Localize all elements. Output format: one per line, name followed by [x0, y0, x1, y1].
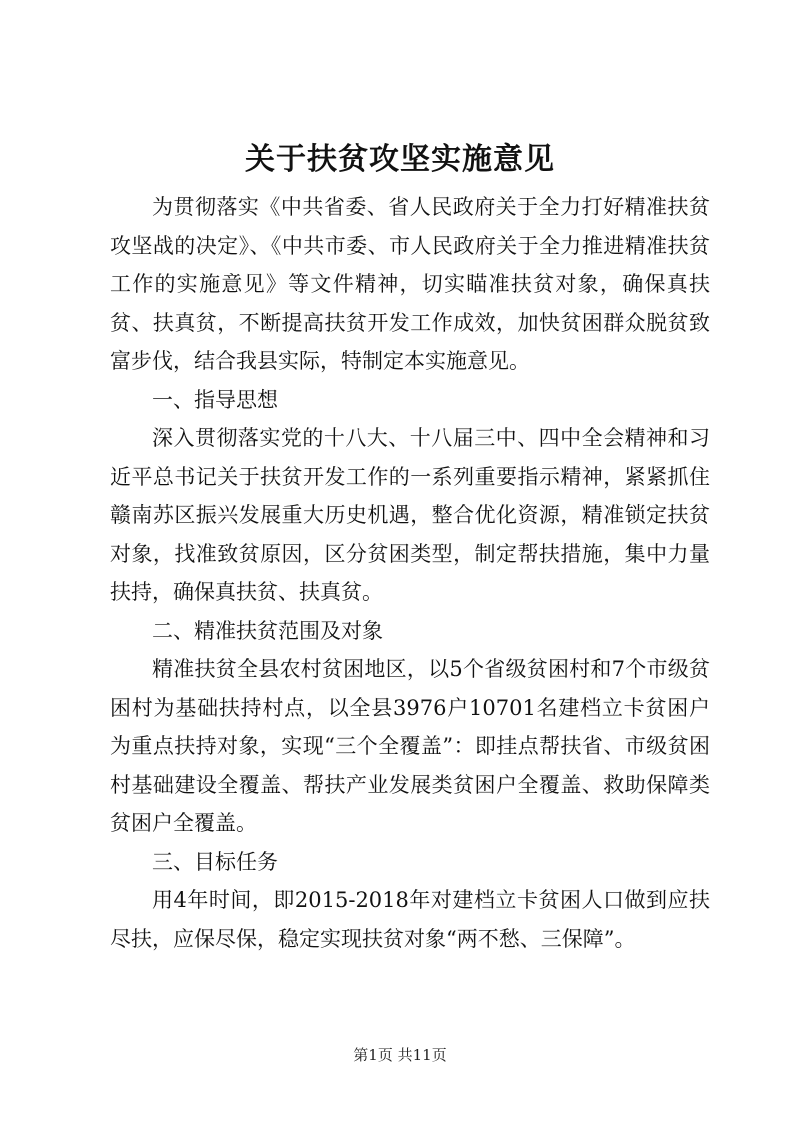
- page-number-footer: 第1页 共11页: [353, 1046, 447, 1064]
- goals-paragraph: 用4年时间，即2015-2018年对建档立卡贫困人口做到应扶尽扶，应保尽保，稳定实现扶贫对象“两不愁、三保障”。: [110, 888, 710, 951]
- scope-paragraph: 精准扶贫全县农村贫困地区，以5个省级贫困村和7个市级贫困村为基础扶持村点，以全县3976户10701名建档立卡贫困户为重点扶持对象，实现“三个全覆盖”：即挂点帮扶省、市级贫困村基础建设全覆盖、帮扶产业发展类贫困户全覆盖、救助保障类贫困户全覆盖。: [110, 657, 710, 835]
- document-title: 关于扶贫攻坚实施意见: [245, 142, 555, 177]
- section-heading-goals: 三、目标任务: [152, 849, 278, 874]
- section-heading-scope: 二、精准扶贫范围及对象: [152, 618, 383, 643]
- document-body: [110, 188, 710, 958]
- guiding-ideology-paragraph: 深入贯彻落实党的十八大、十八届三中、四中全会精神和习近平总书记关于扶贫开发工作的一系列重要指示精神，紧紧抓住赣南苏区振兴发展重大历史机遇，整合优化资源，精准锁定扶贫对象，找准致贫原因，区分贫困类型，制定帮扶措施，集中力量扶持，确保真扶贫、扶真贫。: [110, 426, 710, 604]
- section-heading-guiding-ideology: 一、指导思想: [152, 387, 278, 412]
- intro-paragraph: 为贯彻落实《中共省委、省人民政府关于全力打好精准扶贫攻坚战的决定》、《中共市委、市人民政府关于全力推进精准扶贫工作的实施意见》等文件精神，切实瞄准扶贫对象，确保真扶贫、扶真贫，不断提高扶贫开发工作成效，加快贫困群众脱贫致富步伐，结合我县实际，特制定本实施意见。: [110, 195, 710, 373]
